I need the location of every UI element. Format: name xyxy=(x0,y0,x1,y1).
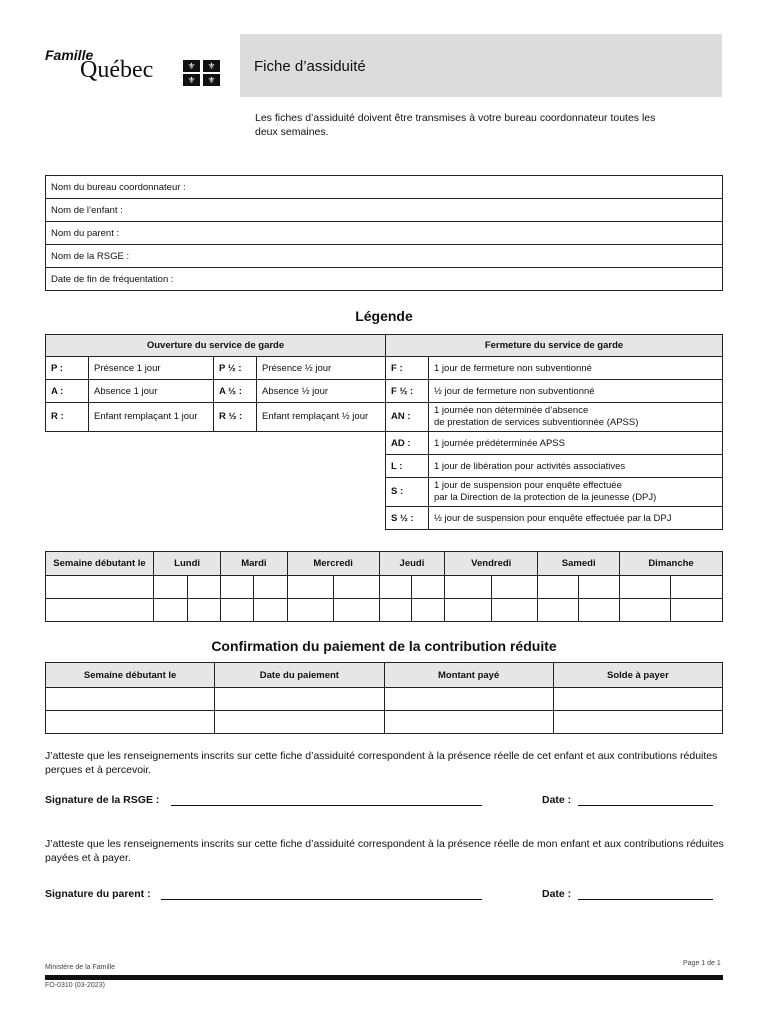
pm-cell[interactable] xyxy=(412,599,445,622)
day-header-mardi: Mardi xyxy=(221,552,287,576)
legend-label: 1 jour de fermeture non subventionné xyxy=(429,357,723,380)
legend-label-line1: 1 jour de suspension pour enquête effectuée xyxy=(434,480,622,491)
page-number: Page 1 de 1 xyxy=(683,960,721,967)
payment-header: Semaine débutant le xyxy=(46,663,215,688)
legend-code: A : xyxy=(46,380,89,403)
legend-row xyxy=(46,380,386,403)
week-start-cell[interactable] xyxy=(46,599,154,622)
pm-cell[interactable] xyxy=(187,599,221,622)
legend-label: ½ jour de suspension pour enquête effectuée par la DPJ xyxy=(429,507,723,530)
legend-label: ½ jour de fermeture non subventionné xyxy=(429,380,723,403)
rsge-date-line[interactable] xyxy=(578,804,713,806)
payment-cell[interactable] xyxy=(215,688,384,711)
pm-cell[interactable] xyxy=(491,599,538,622)
legend-left-header: Ouverture du service de garde xyxy=(46,335,386,357)
payment-header: Montant payé xyxy=(384,663,553,688)
am-cell[interactable] xyxy=(379,599,412,622)
legend-row xyxy=(386,432,723,455)
day-header-jeudi: Jeudi xyxy=(379,552,444,576)
legend-label-line2: par la Direction de la protection de la jeunesse (DPJ) xyxy=(434,492,657,503)
info-row xyxy=(46,176,723,199)
legend-code: A ½ : xyxy=(214,380,257,403)
day-header-vendredi: Vendredi xyxy=(445,552,538,576)
legend-code: L : xyxy=(386,455,429,478)
legend-code: AD : xyxy=(386,432,429,455)
pm-cell[interactable] xyxy=(187,576,221,599)
field-date-fin[interactable]: Date de fin de fréquentation : xyxy=(46,268,723,291)
field-nom-enfant[interactable]: Nom de l’enfant : xyxy=(46,199,723,222)
rsge-date-label: Date : xyxy=(542,794,572,806)
payment-cell[interactable] xyxy=(46,711,215,734)
day-header-dimanche: Dimanche xyxy=(620,552,723,576)
legend-label-line1: 1 journée non déterminée d’absence xyxy=(434,405,589,416)
pm-cell[interactable] xyxy=(671,599,723,622)
table-row xyxy=(46,688,723,711)
am-cell[interactable] xyxy=(287,599,333,622)
legend-row xyxy=(386,380,723,403)
pm-cell[interactable] xyxy=(333,599,379,622)
table-row xyxy=(46,711,723,734)
day-header-mercredi: Mercredi xyxy=(287,552,379,576)
payment-table xyxy=(45,662,723,734)
legend-label: Présence 1 jour xyxy=(89,357,214,380)
am-cell[interactable] xyxy=(221,599,254,622)
legend-code: AN : xyxy=(386,403,429,432)
info-table xyxy=(45,175,723,291)
am-cell[interactable] xyxy=(445,576,492,599)
info-row xyxy=(46,268,723,291)
legend-right-header: Fermeture du service de garde xyxy=(386,335,723,357)
page-title: Fiche d’assiduité xyxy=(254,58,366,75)
legend-label: Absence ½ jour xyxy=(257,380,386,403)
info-row xyxy=(46,199,723,222)
pm-cell[interactable] xyxy=(412,576,445,599)
info-row xyxy=(46,222,723,245)
am-cell[interactable] xyxy=(620,576,671,599)
am-cell[interactable] xyxy=(154,576,188,599)
payment-cell[interactable] xyxy=(553,688,722,711)
legend-row xyxy=(386,357,723,380)
rsge-signature-label: Signature de la RSGE : xyxy=(45,794,160,806)
parent-date-label: Date : xyxy=(542,888,572,900)
legend-label: Présence ½ jour xyxy=(257,357,386,380)
pm-cell[interactable] xyxy=(579,576,620,599)
rsge-attestation-text: J’atteste que les renseignements inscrits sur cette fiche d’assiduité correspondent à la présence réelle de cet enfant et aux contributions réduites perçues et à percevoir. xyxy=(45,750,718,776)
legend-code: F : xyxy=(386,357,429,380)
payment-cell[interactable] xyxy=(384,711,553,734)
legend-code: S : xyxy=(386,478,429,507)
form-code: FO-0310 (03-2023) xyxy=(45,982,105,989)
table-row xyxy=(46,576,723,599)
legend-row xyxy=(386,403,723,432)
legend-label: Enfant remplaçant 1 jour xyxy=(89,403,214,432)
fleur-de-lis-icon: ⚜ xyxy=(203,74,220,86)
fleur-de-lis-icon: ⚜ xyxy=(183,74,200,86)
legend-title: Légende xyxy=(355,308,413,324)
logo-famille: Famille xyxy=(45,47,94,63)
legend-code: R : xyxy=(46,403,89,432)
parent-signature-label: Signature du parent : xyxy=(45,888,151,900)
pm-cell[interactable] xyxy=(491,576,538,599)
legend-code: R ½ : xyxy=(214,403,257,432)
parent-date-line[interactable] xyxy=(578,898,713,900)
legend-row xyxy=(46,357,386,380)
day-header-lundi: Lundi xyxy=(154,552,221,576)
table-row xyxy=(46,599,723,622)
am-cell[interactable] xyxy=(287,576,333,599)
legend-ouverture-table xyxy=(45,334,386,432)
legend-label xyxy=(429,403,723,432)
attendance-table xyxy=(45,551,723,622)
legend-code: S ½ : xyxy=(386,507,429,530)
pm-cell[interactable] xyxy=(254,576,287,599)
footer-divider xyxy=(45,975,723,980)
am-cell[interactable] xyxy=(379,576,412,599)
day-header-samedi: Samedi xyxy=(538,552,620,576)
footer-ministere: Ministère de la Famille xyxy=(45,964,116,971)
fleur-de-lis-icon: ⚜ xyxy=(183,60,200,72)
pm-cell[interactable] xyxy=(254,599,287,622)
payment-cell[interactable] xyxy=(553,711,722,734)
intro-text: Les fiches d’assiduité doivent être transmises à votre bureau coordonnateur toutes les deux semaines. xyxy=(255,112,656,138)
week-start-cell[interactable] xyxy=(46,576,154,599)
am-cell[interactable] xyxy=(154,599,188,622)
am-cell[interactable] xyxy=(620,599,671,622)
legend-row xyxy=(386,455,723,478)
payment-title: Confirmation du paiement de la contribution réduite xyxy=(211,638,557,654)
payment-header: Date du paiement xyxy=(215,663,384,688)
payment-cell[interactable] xyxy=(384,688,553,711)
field-nom-rsge[interactable]: Nom de la RSGE : xyxy=(46,245,723,268)
am-cell[interactable] xyxy=(538,576,579,599)
pm-cell[interactable] xyxy=(579,599,620,622)
am-cell[interactable] xyxy=(445,599,492,622)
legend-label: Absence 1 jour xyxy=(89,380,214,403)
legend-code: P ½ : xyxy=(214,357,257,380)
am-cell[interactable] xyxy=(221,576,254,599)
fleur-de-lis-icon: ⚜ xyxy=(203,60,220,72)
info-row xyxy=(46,245,723,268)
legend-code: F ½ : xyxy=(386,380,429,403)
payment-cell[interactable] xyxy=(215,711,384,734)
legend-fermeture-table xyxy=(385,334,723,530)
payment-header: Solde à payer xyxy=(553,663,722,688)
week-start-header: Semaine débutant le xyxy=(46,552,154,576)
title-band xyxy=(240,34,722,97)
legend-label: Enfant remplaçant ½ jour xyxy=(257,403,386,432)
rsge-signature-line[interactable] xyxy=(171,804,482,806)
parent-signature-line[interactable] xyxy=(161,898,482,900)
pm-cell[interactable] xyxy=(671,576,723,599)
logo-quebec: Québec xyxy=(80,57,154,83)
legend-label: 1 journée prédéterminée APSS xyxy=(429,432,723,455)
quebec-flag-icon xyxy=(183,60,221,86)
legend-row xyxy=(386,507,723,530)
field-bureau-coordonnateur[interactable]: Nom du bureau coordonnateur : xyxy=(46,176,723,199)
legend-row xyxy=(46,403,386,432)
parent-attestation-text: J’atteste que les renseignements inscrits sur cette fiche d’assiduité correspondent à la présence réelle de mon enfant et aux contributions réduites payées et à payer. xyxy=(45,838,724,864)
am-cell[interactable] xyxy=(538,599,579,622)
legend-code: P : xyxy=(46,357,89,380)
legend-label: 1 jour de libération pour activités associatives xyxy=(429,455,723,478)
legend-row xyxy=(386,478,723,507)
legend-label xyxy=(429,478,723,507)
field-nom-parent[interactable]: Nom du parent : xyxy=(46,222,723,245)
payment-cell[interactable] xyxy=(46,688,215,711)
pm-cell[interactable] xyxy=(333,576,379,599)
legend-label-line2: de prestation de services subventionnée (APSS) xyxy=(434,417,639,428)
